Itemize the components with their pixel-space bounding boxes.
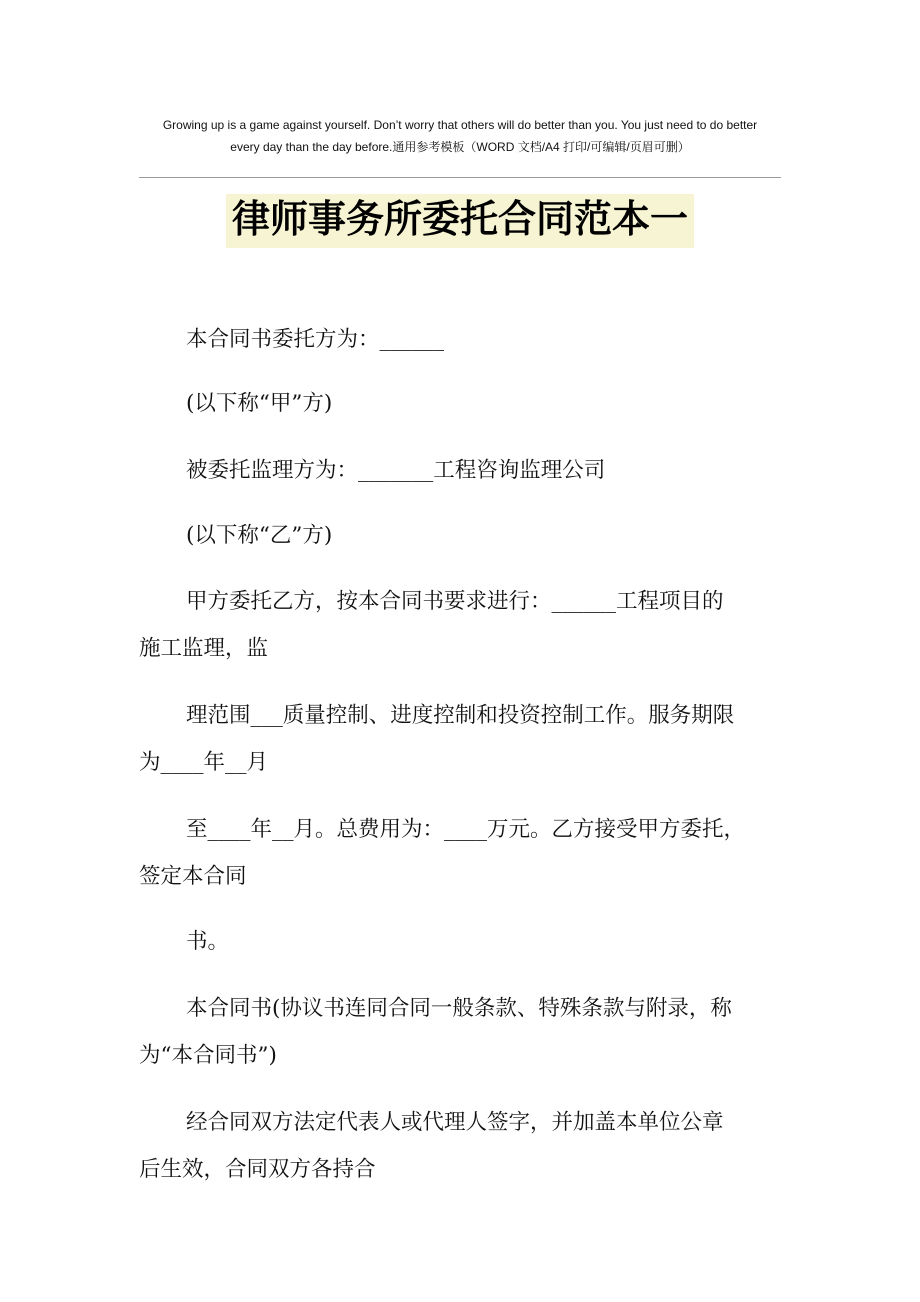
paragraph-effectiveness (139, 1099, 784, 1193)
paragraph-line: 本合同书(协议书连同合同一般条款、特殊条款与附录，称 (186, 996, 732, 1021)
paragraph-term-fee (139, 806, 784, 900)
header-divider (139, 177, 781, 178)
paragraph-line: 施工监理，监 (139, 636, 269, 661)
header-motto-line-2: every day than the day before.通用参考模板（WORD 文档/A4 打印/可编辑/页眉可删） (230, 140, 690, 154)
paragraph-line: 甲方委托乙方，按本合同书要求进行：______工程项目的 (186, 589, 724, 614)
paragraph-line: 理范围___质量控制、进度控制和投资控制工作。服务期限 (186, 703, 735, 728)
document-title: 律师事务所委托合同范本一 (226, 194, 694, 248)
paragraph-party-b-note (139, 512, 831, 559)
paragraph-line: 被委托监理方为：_______工程咨询监理公司 (186, 458, 606, 483)
paragraph-line: 为“本合同书”) (139, 1043, 277, 1068)
paragraph-line: 经合同双方法定代表人或代理人签字，并加盖本单位公章 (186, 1110, 724, 1135)
paragraph-line: 至____年__月。总费用为：____万元。乙方接受甲方委托， (186, 817, 746, 842)
paragraph-scope (139, 692, 784, 786)
paragraph-supervisor (139, 447, 831, 494)
paragraph-party-a-note (139, 380, 831, 427)
header-motto-line-1: Growing up is a game against yourself. Don’t worry that others will do better than you. You just need to do better (162, 118, 758, 132)
paragraph-line: 为____年__月 (139, 750, 269, 775)
paragraph-client (139, 316, 831, 363)
paragraph-contract-definition (139, 985, 784, 1079)
paragraph-line: 本合同书委托方为：______ (186, 327, 445, 352)
paragraph-line: 后生效，合同双方各持合 (139, 1157, 376, 1182)
paragraph-line: (以下称“乙”方) (186, 523, 333, 548)
paragraph-line: (以下称“甲”方) (186, 391, 333, 416)
paragraph-line: 书。 (186, 929, 230, 954)
paragraph-line: 签定本合同 (139, 864, 247, 889)
paragraph-book (139, 918, 831, 965)
title-container (0, 194, 920, 248)
paragraph-commission (139, 578, 784, 672)
